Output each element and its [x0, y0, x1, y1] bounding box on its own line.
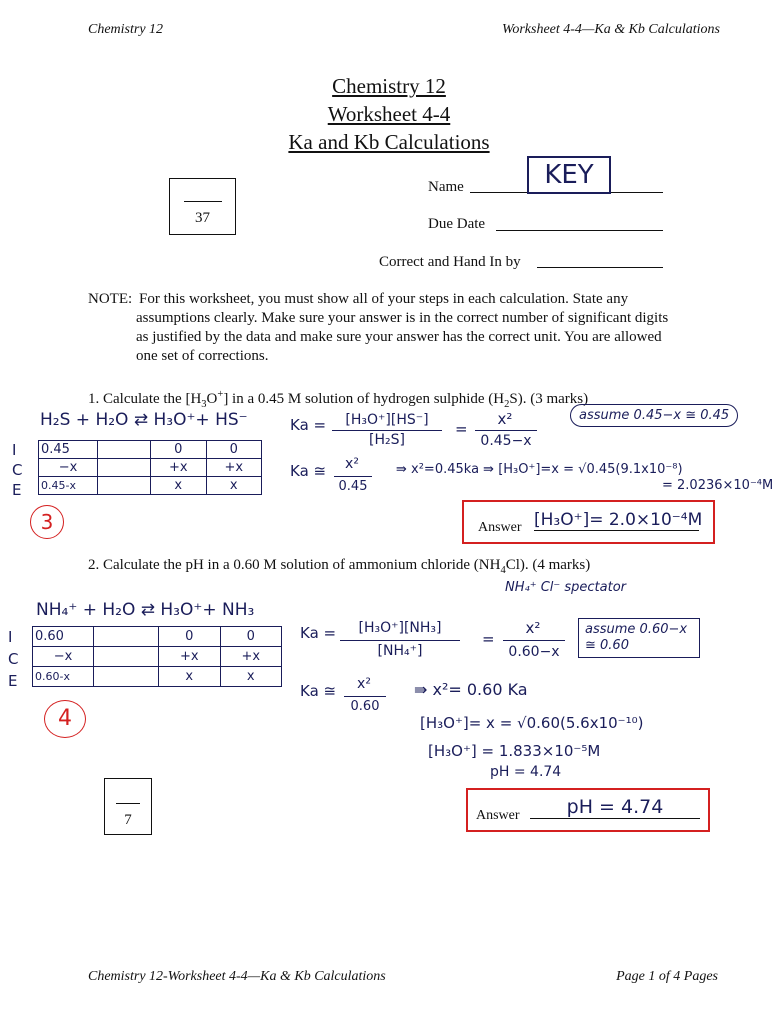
q1-text: 1. Calculate the $[H_3O^+]$ in a 0.45 M solution of hydrogen sulphide $(H_2S)$. (3 marks)	[88, 389, 589, 410]
q2-equation: NH₄⁺ + H₂O ⇄ H₃O⁺+ NH₃	[36, 600, 255, 620]
score-box	[169, 178, 236, 235]
footer-right: Page 1 of 4 Pages	[616, 969, 718, 984]
header-right: Worksheet 4-4—Ka & Kb Calculations	[501, 22, 720, 37]
name-value: KEY	[527, 156, 611, 194]
q1-step2: = 2.0236×10⁻⁴M	[662, 478, 774, 493]
q1-approx-num: x²	[345, 456, 359, 472]
q2-assumption: assume 0.60−x ≅ 0.60	[578, 618, 700, 658]
q1-step1: ⇛ x²=0.45ka ⇛ [H₃O⁺]=x = √0.45(9.1x10⁻⁸)	[396, 462, 683, 477]
q2-marks-circle: 4	[44, 700, 86, 738]
q2-approx-lead: Ka ≅	[300, 682, 337, 700]
q1-assumption: assume 0.45−x ≅ 0.45	[570, 404, 738, 427]
q1-approx-bar	[334, 476, 372, 477]
q2-ka-num: [H₃O⁺][NH₃]	[358, 620, 442, 636]
q2-approx-bar	[344, 696, 386, 697]
due-date-field[interactable]	[496, 230, 663, 231]
table-row: 0.45-x x x	[39, 477, 262, 495]
q1-x2-den: 0.45−x	[480, 433, 532, 449]
table-row: −x +x +x	[33, 647, 282, 667]
q1-ice-table	[38, 440, 262, 495]
q2-text: 2. Calculate the pH in a 0.60 M solution of ammonium chloride $(NH_4Cl)$. (4 marks)	[88, 557, 591, 576]
table-row: 0.45 0 0	[39, 441, 262, 459]
q2-ka-bar	[340, 640, 460, 641]
q1-equation: H₂S + H₂O ⇄ H₃O⁺+ HS⁻	[40, 410, 248, 430]
correct-field[interactable]	[537, 267, 663, 268]
q2-answer-box	[466, 788, 710, 832]
q1-answer-value: [H₃O⁺]= 2.0×10⁻⁴M	[534, 510, 703, 530]
q2-step4: pH = 4.74	[490, 764, 562, 780]
score-divider	[184, 201, 222, 202]
q1-eq-sign: =	[455, 420, 468, 438]
q2-spectator-note: NH₄⁺ Cl⁻ spectator	[505, 580, 627, 595]
q2-ka-den: [NH₄⁺]	[377, 643, 423, 659]
table-row: 0.60-x x x	[33, 667, 282, 687]
q2-approx-num: x²	[357, 676, 371, 692]
q1-ka-num: [H₃O⁺][HS⁻]	[345, 412, 429, 428]
q1-approx-lead: Ka ≅	[290, 462, 327, 480]
title-line1: Chemistry 12	[332, 74, 446, 98]
q2-answer-value: pH = 4.74	[530, 796, 700, 819]
q1-approx-den: 0.45	[338, 479, 368, 494]
q2-step1: ⇛ x²= 0.60 Ka	[414, 680, 528, 699]
q2-ice-labels: I C E	[8, 628, 19, 690]
q2-score-value: 7	[124, 812, 132, 828]
footer-left: Chemistry 12-Worksheet 4-4—Ka & Kb Calculations	[88, 969, 386, 984]
q2-x2-num: x²	[525, 619, 541, 637]
q2-score-divider	[116, 803, 140, 804]
note-first-line: For this worksheet, you must show all of your steps in each calculation. State any	[139, 291, 629, 307]
name-label: Name	[428, 179, 464, 195]
q1-ka-den: [H₂S]	[369, 432, 405, 448]
q1-ice-labels: I C E	[12, 441, 23, 499]
q1-ka-bar	[332, 430, 442, 431]
score-value: 37	[195, 210, 210, 226]
q2-approx-den: 0.60	[350, 699, 380, 714]
q2-x2-bar	[503, 640, 565, 641]
q1-marks-circle: 3	[30, 505, 64, 539]
correct-label: Correct and Hand In by	[379, 254, 521, 270]
table-row: 0.60 0 0	[33, 627, 282, 647]
q2-x2-den: 0.60−x	[508, 644, 560, 660]
q1-x2-num: x²	[497, 410, 513, 428]
q2-step3: [H₃O⁺] = 1.833×10⁻⁵M	[428, 742, 601, 760]
header-left: Chemistry 12	[88, 22, 164, 37]
q1-x2-bar	[475, 430, 537, 431]
q2-ice-table	[32, 626, 282, 687]
q2-ka-lead: Ka =	[300, 624, 337, 642]
table-row: −x +x +x	[39, 459, 262, 477]
q1-answer-label: Answer	[478, 520, 522, 535]
q1-ka-lead: Ka =	[290, 416, 327, 434]
title-line2: Worksheet 4-4	[327, 102, 451, 126]
due-date-label: Due Date	[428, 216, 486, 232]
q1-answer-box	[462, 500, 715, 544]
q2-answer-label: Answer	[476, 808, 520, 823]
note-lead: NOTE:	[88, 291, 133, 307]
q2-score-box	[104, 778, 152, 835]
note-body: assumptions clearly. Make sure your answer is in the correct number of significant digits as justified by the data and make sure your answer has the correct unit. You are allowed one set of corrections.	[136, 310, 669, 364]
q2-step2: [H₃O⁺]= x = √0.60(5.6x10⁻¹⁰)	[420, 714, 644, 732]
title-line3: Ka and Kb Calculations	[288, 130, 490, 154]
q2-eq-sign: =	[482, 630, 495, 648]
